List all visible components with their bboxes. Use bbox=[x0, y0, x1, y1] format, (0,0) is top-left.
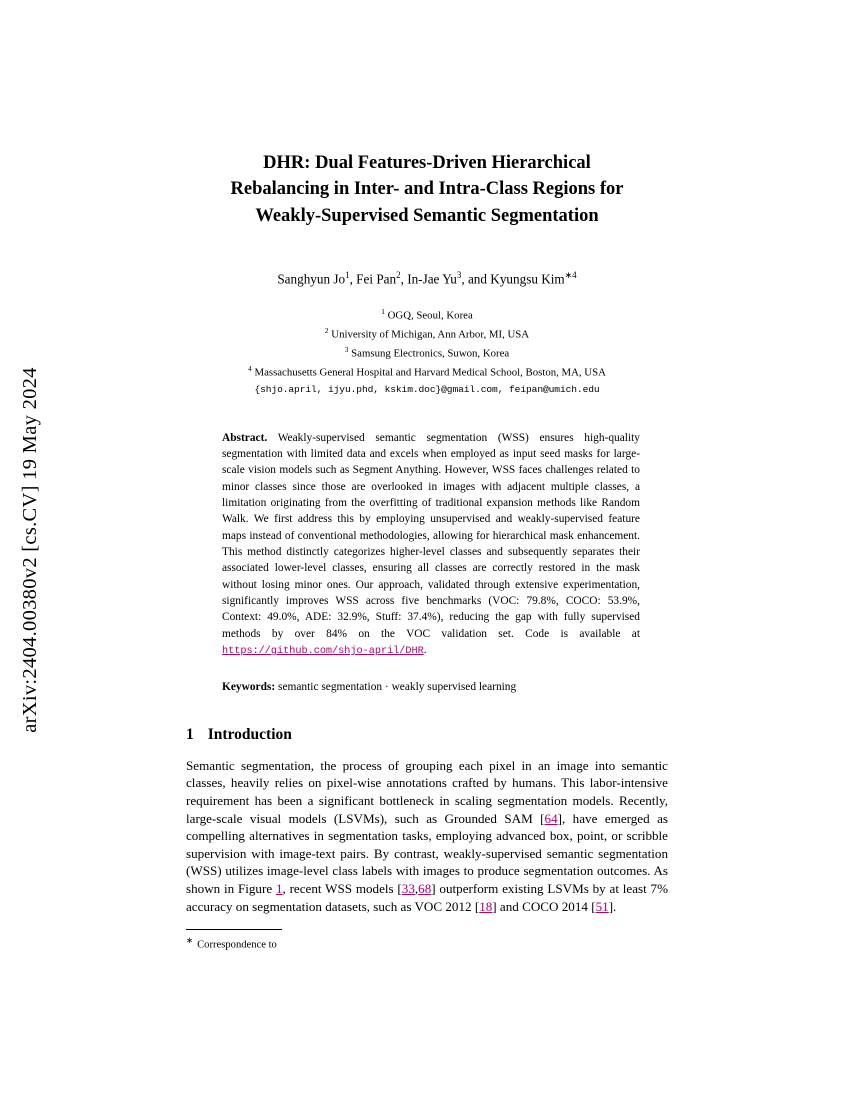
intro-text-1: Semantic segmentation, the process of grouping each pixel in an image into semantic classes, heavily relies on pixel-wise annotations crafted by humans. This labor-intensive requirement has been a significant bottleneck in scaling segmentation models. Recently, large-scale visual models (LSVMs), such as Grounded SAM [ bbox=[186, 757, 668, 826]
footnote-marker: ∗ bbox=[186, 935, 194, 946]
figure-reference-link-1[interactable]: 1 bbox=[275, 881, 283, 897]
affiliation-4-text: Massachusetts General Hospital and Harvard Medical School, Boston, MA, USA bbox=[254, 366, 606, 379]
keywords-text: semantic segmentation · weakly supervised learning bbox=[278, 680, 517, 693]
author-2-affil-marker: 2 bbox=[396, 269, 401, 280]
affiliation-list bbox=[186, 306, 668, 398]
footnote-text: Correspondence to bbox=[197, 939, 277, 951]
intro-text-3: , recent WSS models [ bbox=[282, 881, 402, 897]
citation-separator: , bbox=[414, 881, 419, 897]
intro-text-2: ], have emerged as compelling alternatives in segmentation tasks, employing advanced box, point, or scribble supervision with image-text pairs. By contrast, weakly-supervised semantic segmentation (WSS) utilizes image-level class labels with images to produce segmentation outcomes. As shown in Figure bbox=[186, 810, 669, 897]
intro-text-6: ]. bbox=[608, 898, 617, 914]
author-sep-2: , bbox=[400, 271, 408, 287]
abstract-text: Weakly-supervised semantic segmentation (WSS) ensures high-quality segmentation with limited data and excels when employed as input seed masks for large-scale vision models such as Segment Anything. However, WSS faces challenges related to minor classes since those are overlooked in images with adjacent multiple classes, a limitation originating from the overfitting of traditional expansion methods like Random Walk. We first address this by employing unsupervised and weakly-supervised feature maps instead of conventional methodologies, allowing for hierarchical mask enhancement. This method distinctly categorizes higher-level classes and subsequently separates their associated lower-level classes, ensuring all classes are correctly restored in the mask without losing minor ones. Our approach, validated through extensive experimentation, significantly improves WSS across five benchmarks (VOC: 79.8%, COCO: 53.9%, Context: 49.0%, ADE: 32.9%, Stuff: 37.4%), reducing the gap with fully supervised methods by over 84% on the VOC validation set. Code is available at bbox=[222, 431, 640, 640]
paper-title bbox=[186, 150, 668, 229]
footnote-divider bbox=[186, 929, 282, 930]
arxiv-stamp: arXiv:2404.00380v2 [cs.CV] 19 May 2024 bbox=[18, 367, 41, 733]
keywords-label: Keywords: bbox=[222, 680, 276, 693]
title-line-3: Weakly-Supervised Semantic Segmentation bbox=[255, 205, 599, 226]
affiliation-item bbox=[186, 344, 668, 363]
author-1-affil-marker: 1 bbox=[345, 269, 350, 280]
footnote-correspondence bbox=[186, 935, 668, 952]
introduction-paragraph bbox=[186, 757, 668, 915]
affiliation-item bbox=[186, 325, 668, 344]
intro-text-5: ] and COCO 2014 [ bbox=[492, 898, 596, 914]
affiliation-item bbox=[186, 363, 668, 382]
author-2-name: Fei Pan bbox=[356, 271, 397, 287]
affiliation-3-marker: 3 bbox=[344, 344, 349, 354]
citation-link-18[interactable]: 18 bbox=[479, 898, 493, 914]
author-4-affil-marker: ∗4 bbox=[564, 269, 577, 280]
author-sep-1: , bbox=[349, 271, 357, 287]
intro-text-4: ] outperform existing LSVMs by at least 7% accuracy on segmentation datasets, such as VOC 2012 [ bbox=[186, 881, 669, 914]
author-emails: {shjo.april, ijyu.phd, kskim.doc}@gmail.com, feipan@umich.edu bbox=[254, 383, 600, 395]
abstract-label: Abstract. bbox=[222, 431, 268, 444]
citation-link-33[interactable]: 33 bbox=[401, 881, 415, 897]
section-number: 1 bbox=[186, 725, 194, 743]
code-repository-link[interactable]: https://github.com/shjo-april/DHR bbox=[222, 646, 424, 658]
title-line-2: Rebalancing in Inter- and Intra-Class Regions for bbox=[230, 179, 624, 200]
citation-link-68[interactable]: 68 bbox=[418, 881, 432, 897]
section-heading-introduction bbox=[186, 726, 668, 744]
author-list bbox=[186, 269, 668, 289]
affiliation-2-text: University of Michigan, Ann Arbor, MI, USA bbox=[331, 328, 530, 341]
affiliation-1-text: OGQ, Seoul, Korea bbox=[387, 309, 473, 322]
affiliation-2-marker: 2 bbox=[324, 325, 329, 335]
author-3-name: In-Jae Yu bbox=[407, 271, 457, 287]
abstract-text-tail: . bbox=[423, 644, 427, 657]
paper-content bbox=[186, 150, 668, 953]
affiliation-1-marker: 1 bbox=[381, 306, 385, 316]
affiliation-4-marker: 4 bbox=[248, 363, 252, 373]
keywords-block bbox=[222, 680, 640, 696]
author-3-affil-marker: 3 bbox=[456, 269, 462, 280]
citation-link-64[interactable]: 64 bbox=[544, 810, 558, 826]
affiliation-item bbox=[186, 306, 668, 325]
title-line-1: DHR: Dual Features-Driven Hierarchical bbox=[263, 153, 591, 173]
affiliation-3-text: Samsung Electronics, Suwon, Korea bbox=[351, 347, 510, 360]
author-4-name: Kyungsu Kim bbox=[490, 271, 565, 287]
abstract-block bbox=[222, 430, 640, 660]
author-1-name: Sanghyun Jo bbox=[277, 271, 346, 287]
section-title: Introduction bbox=[207, 725, 292, 743]
author-sep-3: , and bbox=[461, 271, 491, 287]
citation-link-51[interactable]: 51 bbox=[595, 898, 609, 914]
